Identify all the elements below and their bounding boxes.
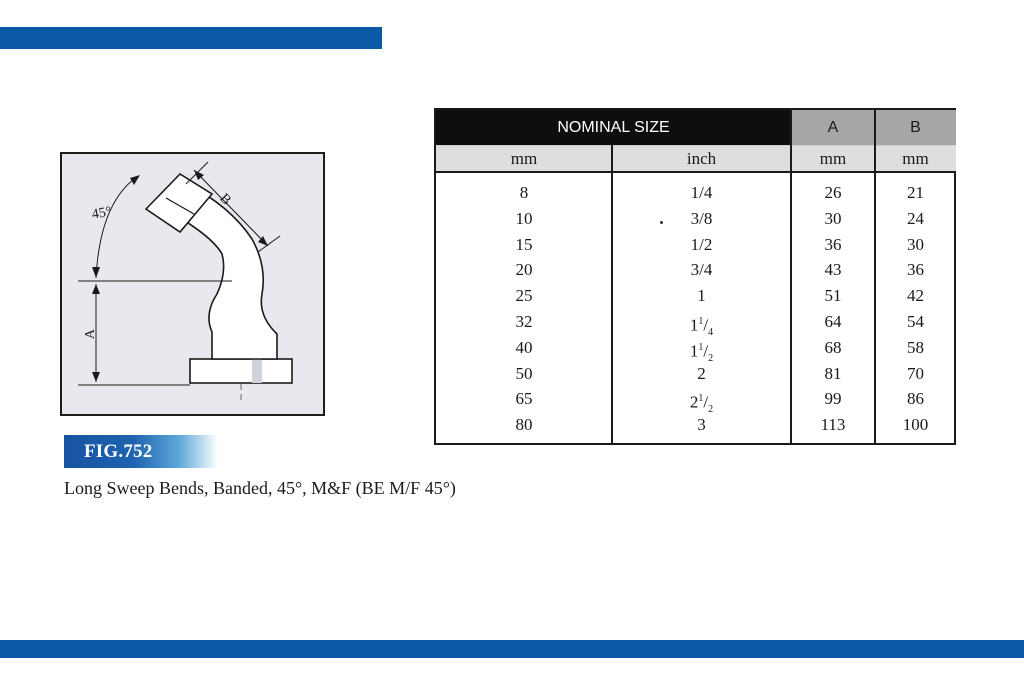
cell-b: 30: [907, 234, 924, 254]
cell-a: 113: [820, 415, 846, 435]
cell-mm: 25: [515, 286, 533, 306]
cell-mm: 20: [515, 260, 533, 280]
cell-mm: 50: [515, 363, 533, 383]
table-row: [436, 386, 956, 416]
cell-mm: 8: [519, 183, 529, 202]
cell-b: 86: [907, 389, 924, 409]
cell-inch: $2^1/_2$: [689, 393, 714, 416]
cell-inch: 3/4: [690, 260, 713, 280]
cell-b: 21: [907, 183, 924, 202]
inch-whole: 1: [689, 315, 699, 335]
inch-whole: 2: [689, 393, 699, 413]
dimension-b-label: B: [216, 191, 234, 209]
inch-whole: 1: [689, 341, 699, 361]
subheader-inch: inch: [612, 145, 791, 172]
subheader-mm: mm: [436, 145, 612, 172]
cell-a: 26: [824, 183, 842, 202]
inch-numerator: 1: [698, 393, 704, 405]
table-row: [436, 257, 956, 283]
cell-mm: 40: [515, 337, 533, 357]
table-row: [436, 206, 956, 232]
cell-a: 43: [824, 260, 842, 280]
cell-a: 68: [824, 337, 842, 357]
cell-inch: 2: [697, 363, 706, 383]
cell-inch: $1^1/_4$: [689, 315, 714, 339]
header-a: A: [791, 110, 875, 145]
table-body: [436, 180, 956, 438]
figure-caption: Long Sweep Bends, Banded, 45°, M&F (BE M/F 45°): [64, 478, 456, 498]
table-row: [436, 309, 956, 339]
cell-b: 58: [907, 337, 924, 357]
angle-label: 45°: [90, 204, 113, 223]
subheader-a-unit: mm: [791, 145, 875, 172]
cell-mm: 15: [515, 234, 533, 254]
cell-mm: 80: [515, 415, 533, 435]
cell-a: 36: [824, 234, 842, 254]
cell-a: 51: [824, 286, 842, 306]
inch-denominator: 4: [708, 327, 714, 339]
dimension-a-label: A: [83, 328, 99, 340]
bottom-accent-bar: [0, 640, 1024, 658]
table-row: [436, 335, 956, 364]
cell-b: 54: [907, 311, 924, 331]
cell-inch: 3: [697, 415, 706, 435]
cell-inch: 3/8: [690, 208, 713, 228]
cell-a: 30: [824, 208, 842, 228]
header-b: B: [875, 110, 956, 145]
table-row: [436, 232, 956, 258]
subheader-b-unit: mm: [875, 145, 956, 172]
inch-numerator: 1: [698, 315, 704, 327]
header-nominal-size: NOMINAL SIZE: [436, 110, 791, 145]
cell-mm: 32: [515, 311, 533, 331]
figure-badge: [64, 435, 218, 468]
cell-b: 100: [902, 415, 929, 435]
cell-inch: 1/2: [690, 234, 713, 254]
fitting-diagram: [60, 152, 325, 416]
cell-b: 42: [907, 286, 924, 306]
table-row: [436, 412, 956, 438]
top-accent-bar: [0, 27, 382, 49]
cell-b: 24: [907, 208, 924, 228]
cell-a: 64: [824, 311, 842, 331]
dimension-table: [434, 108, 956, 445]
inch-denominator: 2: [708, 352, 714, 364]
cell-inch: 1/4: [690, 183, 713, 202]
figure-label: FIG.752: [84, 441, 153, 462]
bend-drawing: [62, 154, 323, 414]
table-row: [436, 180, 956, 206]
inch-numerator: 1: [698, 341, 704, 353]
inch-denominator: 2: [708, 404, 714, 416]
header-divider: [436, 171, 956, 173]
cell-a: 81: [824, 363, 842, 383]
cell-a: 99: [824, 389, 842, 409]
cell-b: 70: [907, 363, 924, 383]
cell-inch: 1: [697, 286, 706, 306]
cell-b: 36: [907, 260, 924, 280]
table-row: [436, 361, 956, 387]
cell-inch: $1^1/_2$: [689, 341, 714, 364]
cell-mm: 10: [515, 208, 533, 228]
cell-mm: 65: [515, 389, 533, 409]
table-row: [436, 283, 956, 309]
